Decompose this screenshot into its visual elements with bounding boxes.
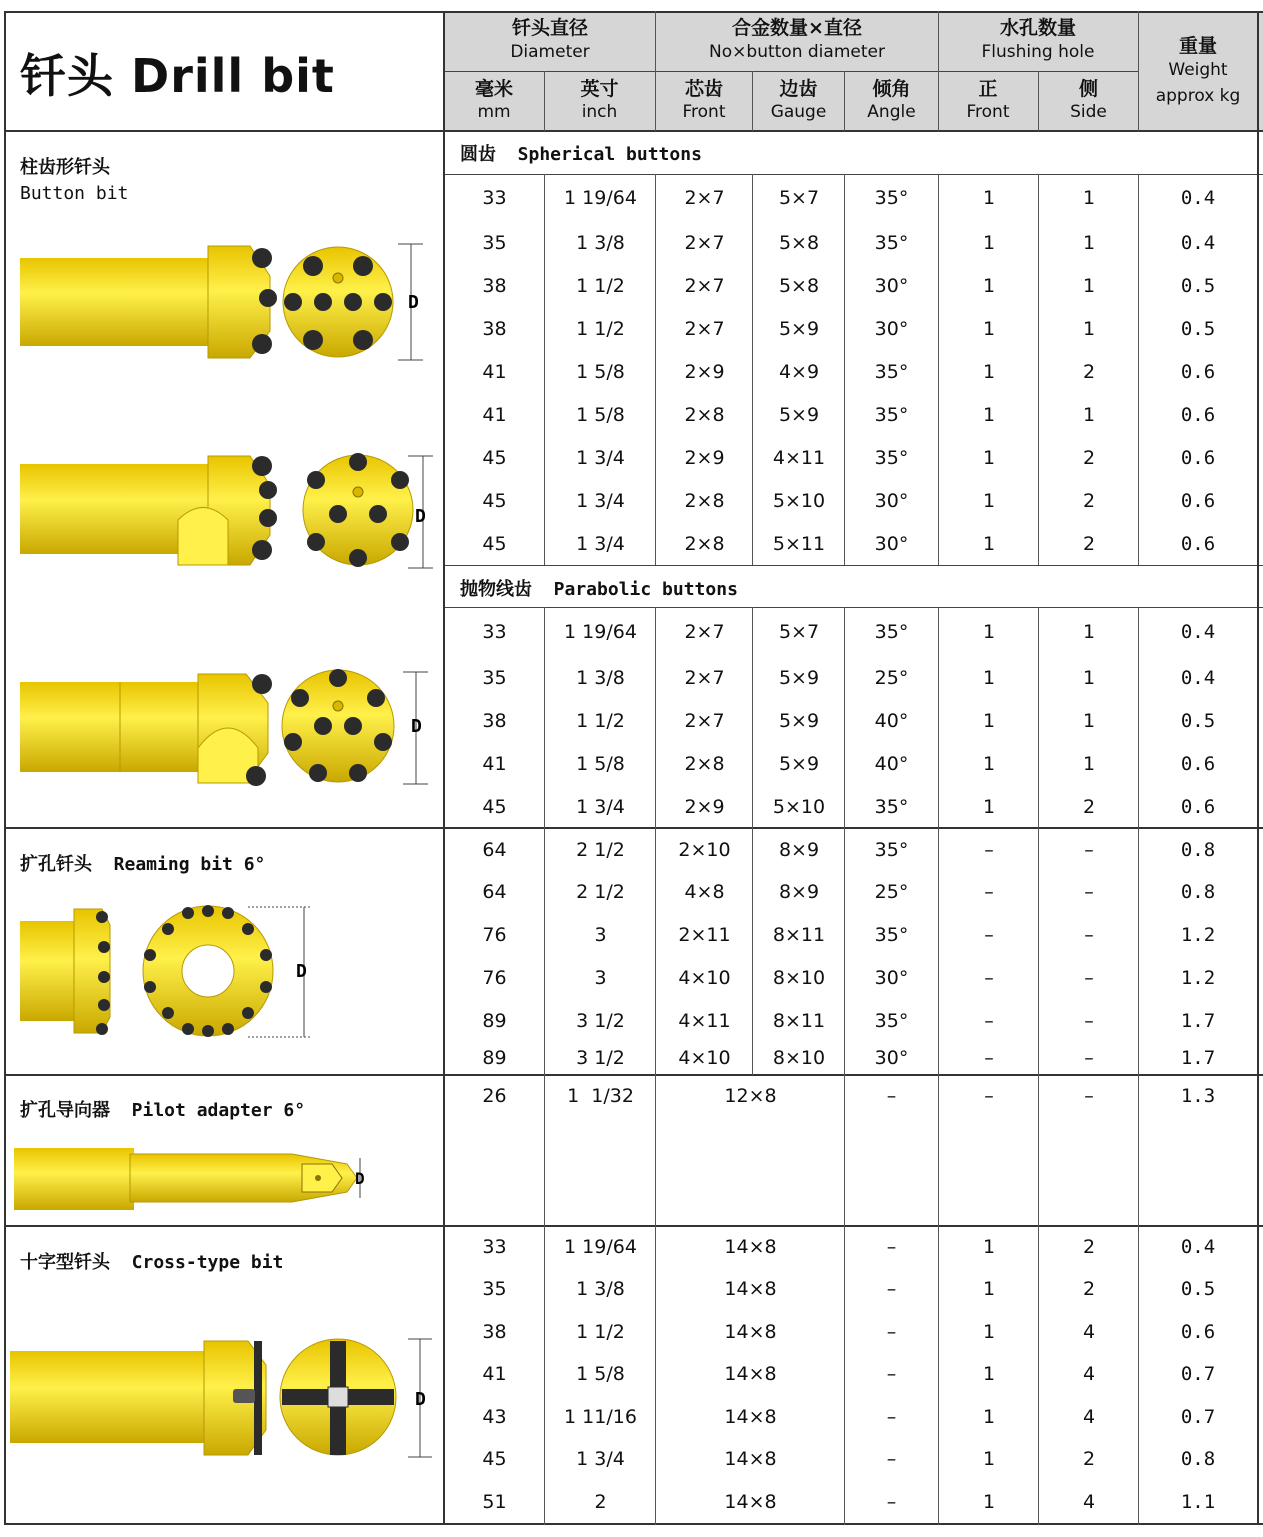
- cell-flush-front: 1: [982, 1491, 996, 1513]
- cell-angle: 35°: [874, 621, 909, 643]
- cell-weight: 0.8: [1180, 1448, 1216, 1470]
- cell-weight: 1.7: [1180, 1010, 1216, 1032]
- cell-inch: 1 3/4: [576, 1448, 625, 1470]
- cell-weight: 0.6: [1180, 796, 1216, 818]
- cell-gauge: 8×9: [778, 881, 820, 903]
- cell-front: 2×7: [684, 667, 725, 689]
- table-row: [445, 1269, 1263, 1309]
- cell-flush-side: 4: [1082, 1491, 1096, 1513]
- table-row: [445, 352, 1263, 392]
- cell-weight: 0.5: [1180, 275, 1216, 297]
- cell-angle: 35°: [874, 1010, 909, 1032]
- button-bit-parabolic-illustration: [18, 668, 438, 790]
- cell-front: 4×10: [678, 1047, 731, 1069]
- table-row: [445, 787, 1263, 827]
- cell-flush-side: –: [1084, 1047, 1094, 1069]
- cell-mm: 33: [482, 1236, 507, 1258]
- cell-buttons: 14×8: [724, 1236, 777, 1258]
- table-row: [445, 1038, 1263, 1078]
- cell-flush-front: –: [984, 839, 994, 861]
- cell-gauge: 4×11: [772, 447, 826, 469]
- cell-flush-side: 2: [1082, 447, 1096, 469]
- cell-flush-front: 1: [982, 621, 996, 643]
- cell-weight: 0.6: [1180, 533, 1216, 555]
- reaming-bit-label: 扩孔钎头 Reaming bit 6°: [20, 854, 266, 875]
- button-bit-spherical-illustration-2: [18, 450, 438, 575]
- flush-side-header-en: Side: [1070, 102, 1107, 122]
- cell-weight: 0.6: [1180, 447, 1216, 469]
- spherical-buttons-subhead: 圆齿 Spherical buttons: [460, 144, 702, 165]
- cell-inch: 1 3/4: [576, 447, 625, 469]
- weight-header-en: Weight: [1168, 60, 1228, 80]
- dimension-d-label: D: [408, 292, 419, 313]
- cell-mm: 89: [482, 1010, 507, 1032]
- cell-flush-front: 1: [982, 667, 996, 689]
- weight-header-unit: approx kg: [1155, 86, 1241, 106]
- svg-text:D: D: [411, 716, 422, 737]
- cell-weight: 0.6: [1180, 361, 1216, 383]
- cell-inch: 1 3/8: [576, 1278, 625, 1300]
- cell-gauge: 5×10: [772, 490, 826, 512]
- mm-header-en: mm: [477, 102, 511, 122]
- cell-weight: 0.4: [1180, 232, 1216, 254]
- table-row: [445, 1397, 1263, 1437]
- cell-flush-side: 1: [1082, 318, 1096, 340]
- page-title: 钎头 Drill bit: [20, 49, 335, 103]
- cell-inch: 3: [594, 967, 607, 989]
- cell-front: 2×8: [684, 404, 725, 426]
- cell-gauge: 8×11: [772, 1010, 826, 1032]
- cell-flush-side: 2: [1082, 490, 1096, 512]
- table-row: [445, 701, 1263, 741]
- cell-angle: 30°: [874, 490, 909, 512]
- cell-gauge: 5×10: [772, 796, 826, 818]
- cell-flush-side: –: [1084, 967, 1094, 989]
- cell-inch: 1 19/64: [564, 1236, 637, 1258]
- cell-flush-front: 1: [982, 1236, 996, 1258]
- inch-header-en: inch: [581, 102, 618, 122]
- cell-mm: 89: [482, 1047, 507, 1069]
- cell-flush-front: 1: [982, 275, 996, 297]
- table-row: [445, 872, 1263, 912]
- cell-flush-front: 1: [982, 710, 996, 732]
- cell-inch: 1 1/32: [567, 1085, 634, 1107]
- cell-weight: 1.1: [1180, 1491, 1216, 1513]
- cell-inch: 3: [594, 924, 607, 946]
- cell-angle: 35°: [874, 361, 909, 383]
- cell-flush-front: 1: [982, 490, 996, 512]
- cell-mm: 51: [482, 1491, 507, 1513]
- cell-inch: 1 3/8: [576, 667, 625, 689]
- pilot-adapter-illustration: [12, 1140, 372, 1215]
- table-row: [445, 658, 1263, 698]
- cell-flush-front: –: [984, 1010, 994, 1032]
- cell-inch: 1 11/16: [564, 1406, 637, 1428]
- flushing-header-cn: 水孔数量: [999, 17, 1076, 39]
- table-row: [445, 1312, 1263, 1352]
- gauge-header-en: Gauge: [770, 102, 827, 122]
- cell-front: 2×7: [684, 710, 725, 732]
- cell-mm: 45: [482, 533, 507, 555]
- cell-front: 2×9: [684, 361, 725, 383]
- cell-flush-side: 1: [1082, 710, 1096, 732]
- cell-angle: 30°: [874, 967, 909, 989]
- cell-flush-front: 1: [982, 318, 996, 340]
- flush-side-header-cn: 侧: [1078, 78, 1098, 100]
- cell-flush-side: 1: [1082, 232, 1096, 254]
- cell-weight: 0.4: [1180, 1236, 1216, 1258]
- cell-front: 2×8: [684, 753, 725, 775]
- cell-angle: 35°: [874, 187, 909, 209]
- cell-front: 2×9: [684, 447, 725, 469]
- table-row: [445, 223, 1263, 263]
- inch-header-cn: 英寸: [580, 78, 619, 100]
- cell-weight: 0.6: [1180, 490, 1216, 512]
- cell-mm: 64: [482, 881, 507, 903]
- cell-flush-side: 2: [1082, 1278, 1096, 1300]
- cell-mm: 41: [482, 404, 507, 426]
- cell-gauge: 8×10: [772, 967, 826, 989]
- cell-flush-front: 1: [982, 404, 996, 426]
- front-button-header-en: Front: [682, 102, 726, 122]
- cell-flush-front: 1: [982, 1448, 996, 1470]
- button-bit-label-en: Button bit: [20, 183, 129, 204]
- cell-angle: 30°: [874, 1047, 909, 1069]
- angle-header-cn: 倾角: [872, 78, 911, 100]
- cell-angle: 30°: [874, 533, 909, 555]
- cell-weight: 0.5: [1180, 318, 1216, 340]
- cell-angle: 25°: [874, 881, 909, 903]
- cell-inch: 1 5/8: [576, 361, 625, 383]
- cell-weight: 1.2: [1180, 967, 1216, 989]
- cell-flush-side: 1: [1082, 187, 1096, 209]
- cell-weight: 1.7: [1180, 1047, 1216, 1069]
- cell-flush-front: 1: [982, 1406, 996, 1428]
- cell-front: 2×7: [684, 275, 725, 297]
- cell-inch: 1 3/4: [576, 490, 625, 512]
- cell-inch: 1 5/8: [576, 753, 625, 775]
- cell-gauge: 5×11: [772, 533, 826, 555]
- cell-mm: 41: [482, 361, 507, 383]
- table-row: [445, 309, 1263, 349]
- cell-buttons: 14×8: [724, 1448, 777, 1470]
- cell-angle: –: [886, 1363, 897, 1385]
- cross-bit-illustration: [8, 1335, 438, 1465]
- svg-text:D: D: [355, 1169, 365, 1188]
- cell-buttons: 14×8: [724, 1278, 777, 1300]
- cell-angle: 25°: [874, 667, 909, 689]
- cell-flush-side: –: [1084, 881, 1094, 903]
- cell-gauge: 5×9: [778, 710, 820, 732]
- cell-inch: 1 3/4: [576, 533, 625, 555]
- cell-inch: 1 5/8: [576, 1363, 625, 1385]
- cell-angle: 35°: [874, 404, 909, 426]
- cell-flush-front: 1: [982, 1278, 996, 1300]
- cell-flush-front: –: [984, 924, 994, 946]
- cell-inch: 1 1/2: [576, 710, 625, 732]
- cell-flush-side: 1: [1082, 667, 1096, 689]
- table-row: [445, 481, 1263, 521]
- cell-angle: 35°: [874, 447, 909, 469]
- cell-flush-side: 4: [1082, 1406, 1096, 1428]
- cell-flush-front: 1: [982, 187, 996, 209]
- cell-gauge: 5×7: [778, 621, 820, 643]
- cell-flush-side: 2: [1082, 533, 1096, 555]
- cell-flush-front: 1: [982, 1321, 996, 1343]
- cell-weight: 0.4: [1180, 621, 1216, 643]
- cell-mm: 43: [482, 1406, 507, 1428]
- table-row: [445, 1354, 1263, 1394]
- buttons-header-en: No×button diameter: [709, 42, 885, 62]
- cell-angle: 30°: [874, 318, 909, 340]
- reaming-bit-illustration: [18, 905, 338, 1040]
- cell-gauge: 5×8: [778, 275, 820, 297]
- cell-gauge: 4×9: [778, 361, 820, 383]
- cell-flush-front: –: [984, 967, 994, 989]
- table-row: [445, 266, 1263, 306]
- cell-mm: 45: [482, 490, 507, 512]
- cell-mm: 35: [482, 667, 507, 689]
- cell-angle: 35°: [874, 839, 909, 861]
- cell-mm: 64: [482, 839, 507, 861]
- cell-mm: 38: [482, 275, 507, 297]
- diameter-header-en: Diameter: [510, 42, 590, 62]
- cell-front: 2×7: [684, 621, 725, 643]
- cell-gauge: 5×9: [778, 753, 820, 775]
- cell-weight: 0.8: [1180, 881, 1216, 903]
- flush-front-header-en: Front: [966, 102, 1010, 122]
- cell-angle: 35°: [874, 232, 909, 254]
- cell-angle: 30°: [874, 275, 909, 297]
- angle-header-en: Angle: [867, 102, 916, 122]
- cell-buttons: 14×8: [724, 1363, 777, 1385]
- cell-weight: 0.6: [1180, 404, 1216, 426]
- cell-gauge: 5×8: [778, 232, 820, 254]
- cell-inch: 3 1/2: [576, 1010, 625, 1032]
- cell-flush-side: 1: [1082, 275, 1096, 297]
- cell-mm: 38: [482, 1321, 507, 1343]
- table-row: [445, 395, 1263, 435]
- cell-buttons: 14×8: [724, 1321, 777, 1343]
- cell-gauge: 5×9: [778, 667, 820, 689]
- cell-buttons: 12×8: [724, 1085, 777, 1107]
- cell-angle: –: [886, 1278, 897, 1300]
- cell-weight: 0.4: [1180, 667, 1216, 689]
- cell-mm: 41: [482, 1363, 507, 1385]
- cell-angle: –: [886, 1085, 897, 1107]
- cell-flush-front: –: [984, 1047, 994, 1069]
- button-bit-label-cn: 柱齿形钎头: [20, 157, 110, 178]
- cell-flush-front: 1: [982, 1363, 996, 1385]
- pilot-adapter-label: 扩孔导向器 Pilot adapter 6°: [20, 1100, 306, 1121]
- cell-flush-side: 2: [1082, 361, 1096, 383]
- cell-front: 2×7: [684, 232, 725, 254]
- cell-front: 2×10: [678, 839, 731, 861]
- cell-inch: 1 1/2: [576, 318, 625, 340]
- cell-mm: 45: [482, 447, 507, 469]
- cell-gauge: 5×9: [778, 318, 820, 340]
- cell-mm: 33: [482, 187, 507, 209]
- cell-gauge: 5×7: [778, 187, 820, 209]
- cell-mm: 26: [482, 1085, 507, 1107]
- table-row: [445, 1227, 1263, 1267]
- cell-angle: –: [886, 1236, 897, 1258]
- table-row: [445, 438, 1263, 478]
- cell-angle: 35°: [874, 924, 909, 946]
- cell-front: 2×7: [684, 318, 725, 340]
- svg-text:D: D: [415, 506, 426, 527]
- cell-gauge: 8×11: [772, 924, 826, 946]
- cell-front: 2×8: [684, 533, 725, 555]
- cell-angle: –: [886, 1491, 897, 1513]
- cell-angle: –: [886, 1448, 897, 1470]
- cell-mm: 38: [482, 710, 507, 732]
- button-bit-spherical-illustration: [18, 236, 438, 366]
- cell-angle: –: [886, 1321, 897, 1343]
- cell-angle: 35°: [874, 796, 909, 818]
- cell-mm: 41: [482, 753, 507, 775]
- cross-bit-label: 十字型钎头 Cross-type bit: [20, 1252, 284, 1273]
- cell-flush-front: 1: [982, 361, 996, 383]
- cell-front: 4×8: [684, 881, 725, 903]
- cell-inch: 1 19/64: [564, 621, 637, 643]
- table-row: [445, 178, 1263, 218]
- cell-flush-side: –: [1084, 1010, 1094, 1032]
- cell-weight: 0.5: [1180, 1278, 1216, 1300]
- cell-flush-side: 1: [1082, 404, 1096, 426]
- cell-buttons: 14×8: [724, 1406, 777, 1428]
- cell-flush-side: 4: [1082, 1363, 1096, 1385]
- cell-weight: 0.7: [1180, 1406, 1216, 1428]
- cell-weight: 1.2: [1180, 924, 1216, 946]
- cell-weight: 0.7: [1180, 1363, 1216, 1385]
- cell-mm: 45: [482, 1448, 507, 1470]
- table-row: [445, 744, 1263, 784]
- cell-inch: 1 1/2: [576, 275, 625, 297]
- cell-inch: 2 1/2: [576, 839, 625, 861]
- cell-mm: 38: [482, 318, 507, 340]
- table-row: [445, 1482, 1263, 1522]
- cell-front: 2×9: [684, 796, 725, 818]
- cell-inch: 2: [594, 1491, 607, 1513]
- cell-weight: 1.3: [1180, 1085, 1216, 1107]
- cell-mm: 35: [482, 232, 507, 254]
- parabolic-buttons-subhead: 抛物线齿 Parabolic buttons: [460, 579, 738, 600]
- cell-flush-side: 4: [1082, 1321, 1096, 1343]
- table-row: [445, 1439, 1263, 1479]
- cell-weight: 0.6: [1180, 1321, 1216, 1343]
- cell-inch: 3 1/2: [576, 1047, 625, 1069]
- gauge-header-cn: 边齿: [779, 78, 818, 100]
- table-row: [445, 1076, 1263, 1116]
- svg-text:D: D: [415, 1389, 426, 1410]
- mm-header-cn: 毫米: [474, 78, 513, 100]
- front-button-header-cn: 芯齿: [684, 78, 723, 100]
- cell-mm: 45: [482, 796, 507, 818]
- buttons-header-cn: 合金数量×直径: [732, 17, 862, 39]
- cell-flush-front: 1: [982, 447, 996, 469]
- cell-flush-front: 1: [982, 796, 996, 818]
- cell-inch: 1 3/4: [576, 796, 625, 818]
- cell-flush-side: 1: [1082, 621, 1096, 643]
- cell-weight: 0.5: [1180, 710, 1216, 732]
- cell-flush-front: –: [984, 881, 994, 903]
- cell-inch: 1 19/64: [564, 187, 637, 209]
- cell-flush-side: 2: [1082, 1448, 1096, 1470]
- cell-angle: –: [886, 1406, 897, 1428]
- cell-inch: 2 1/2: [576, 881, 625, 903]
- cell-flush-front: 1: [982, 753, 996, 775]
- weight-header-cn: 重量: [1178, 35, 1217, 57]
- table-row: [445, 830, 1263, 870]
- flushing-header-en: Flushing hole: [981, 42, 1095, 62]
- diameter-header-cn: 钎头直径: [511, 17, 588, 39]
- cell-front: 4×10: [678, 967, 731, 989]
- cell-buttons: 14×8: [724, 1491, 777, 1513]
- cell-front: 2×8: [684, 490, 725, 512]
- cell-flush-side: 2: [1082, 796, 1096, 818]
- cell-flush-side: 2: [1082, 1236, 1096, 1258]
- cell-front: 4×11: [678, 1010, 731, 1032]
- cell-mm: 76: [482, 967, 507, 989]
- cell-inch: 1 1/2: [576, 1321, 625, 1343]
- table-row: [445, 958, 1263, 998]
- cell-gauge: 8×10: [772, 1047, 826, 1069]
- cell-front: 2×11: [678, 924, 731, 946]
- cell-flush-side: –: [1084, 924, 1094, 946]
- cell-flush-front: 1: [982, 533, 996, 555]
- cell-inch: 1 5/8: [576, 404, 625, 426]
- cell-weight: 0.6: [1180, 753, 1216, 775]
- table-row: [445, 612, 1263, 652]
- cell-flush-side: –: [1084, 839, 1094, 861]
- cell-inch: 1 3/8: [576, 232, 625, 254]
- cell-gauge: 5×9: [778, 404, 820, 426]
- flush-front-header-cn: 正: [978, 78, 998, 100]
- cell-flush-side: 1: [1082, 753, 1096, 775]
- cell-angle: 40°: [874, 753, 909, 775]
- cell-flush-front: 1: [982, 232, 996, 254]
- table-row: [445, 915, 1263, 955]
- cell-front: 2×7: [684, 187, 725, 209]
- cell-gauge: 8×9: [778, 839, 820, 861]
- cell-flush-side: –: [1084, 1085, 1094, 1107]
- cell-weight: 0.8: [1180, 839, 1216, 861]
- cell-mm: 35: [482, 1278, 507, 1300]
- cell-weight: 0.4: [1180, 187, 1216, 209]
- cell-flush-front: –: [984, 1085, 994, 1107]
- cell-mm: 76: [482, 924, 507, 946]
- cell-angle: 40°: [874, 710, 909, 732]
- cell-mm: 33: [482, 621, 507, 643]
- table-row: [445, 524, 1263, 564]
- table-row: [445, 1001, 1263, 1041]
- svg-text:D: D: [296, 961, 307, 982]
